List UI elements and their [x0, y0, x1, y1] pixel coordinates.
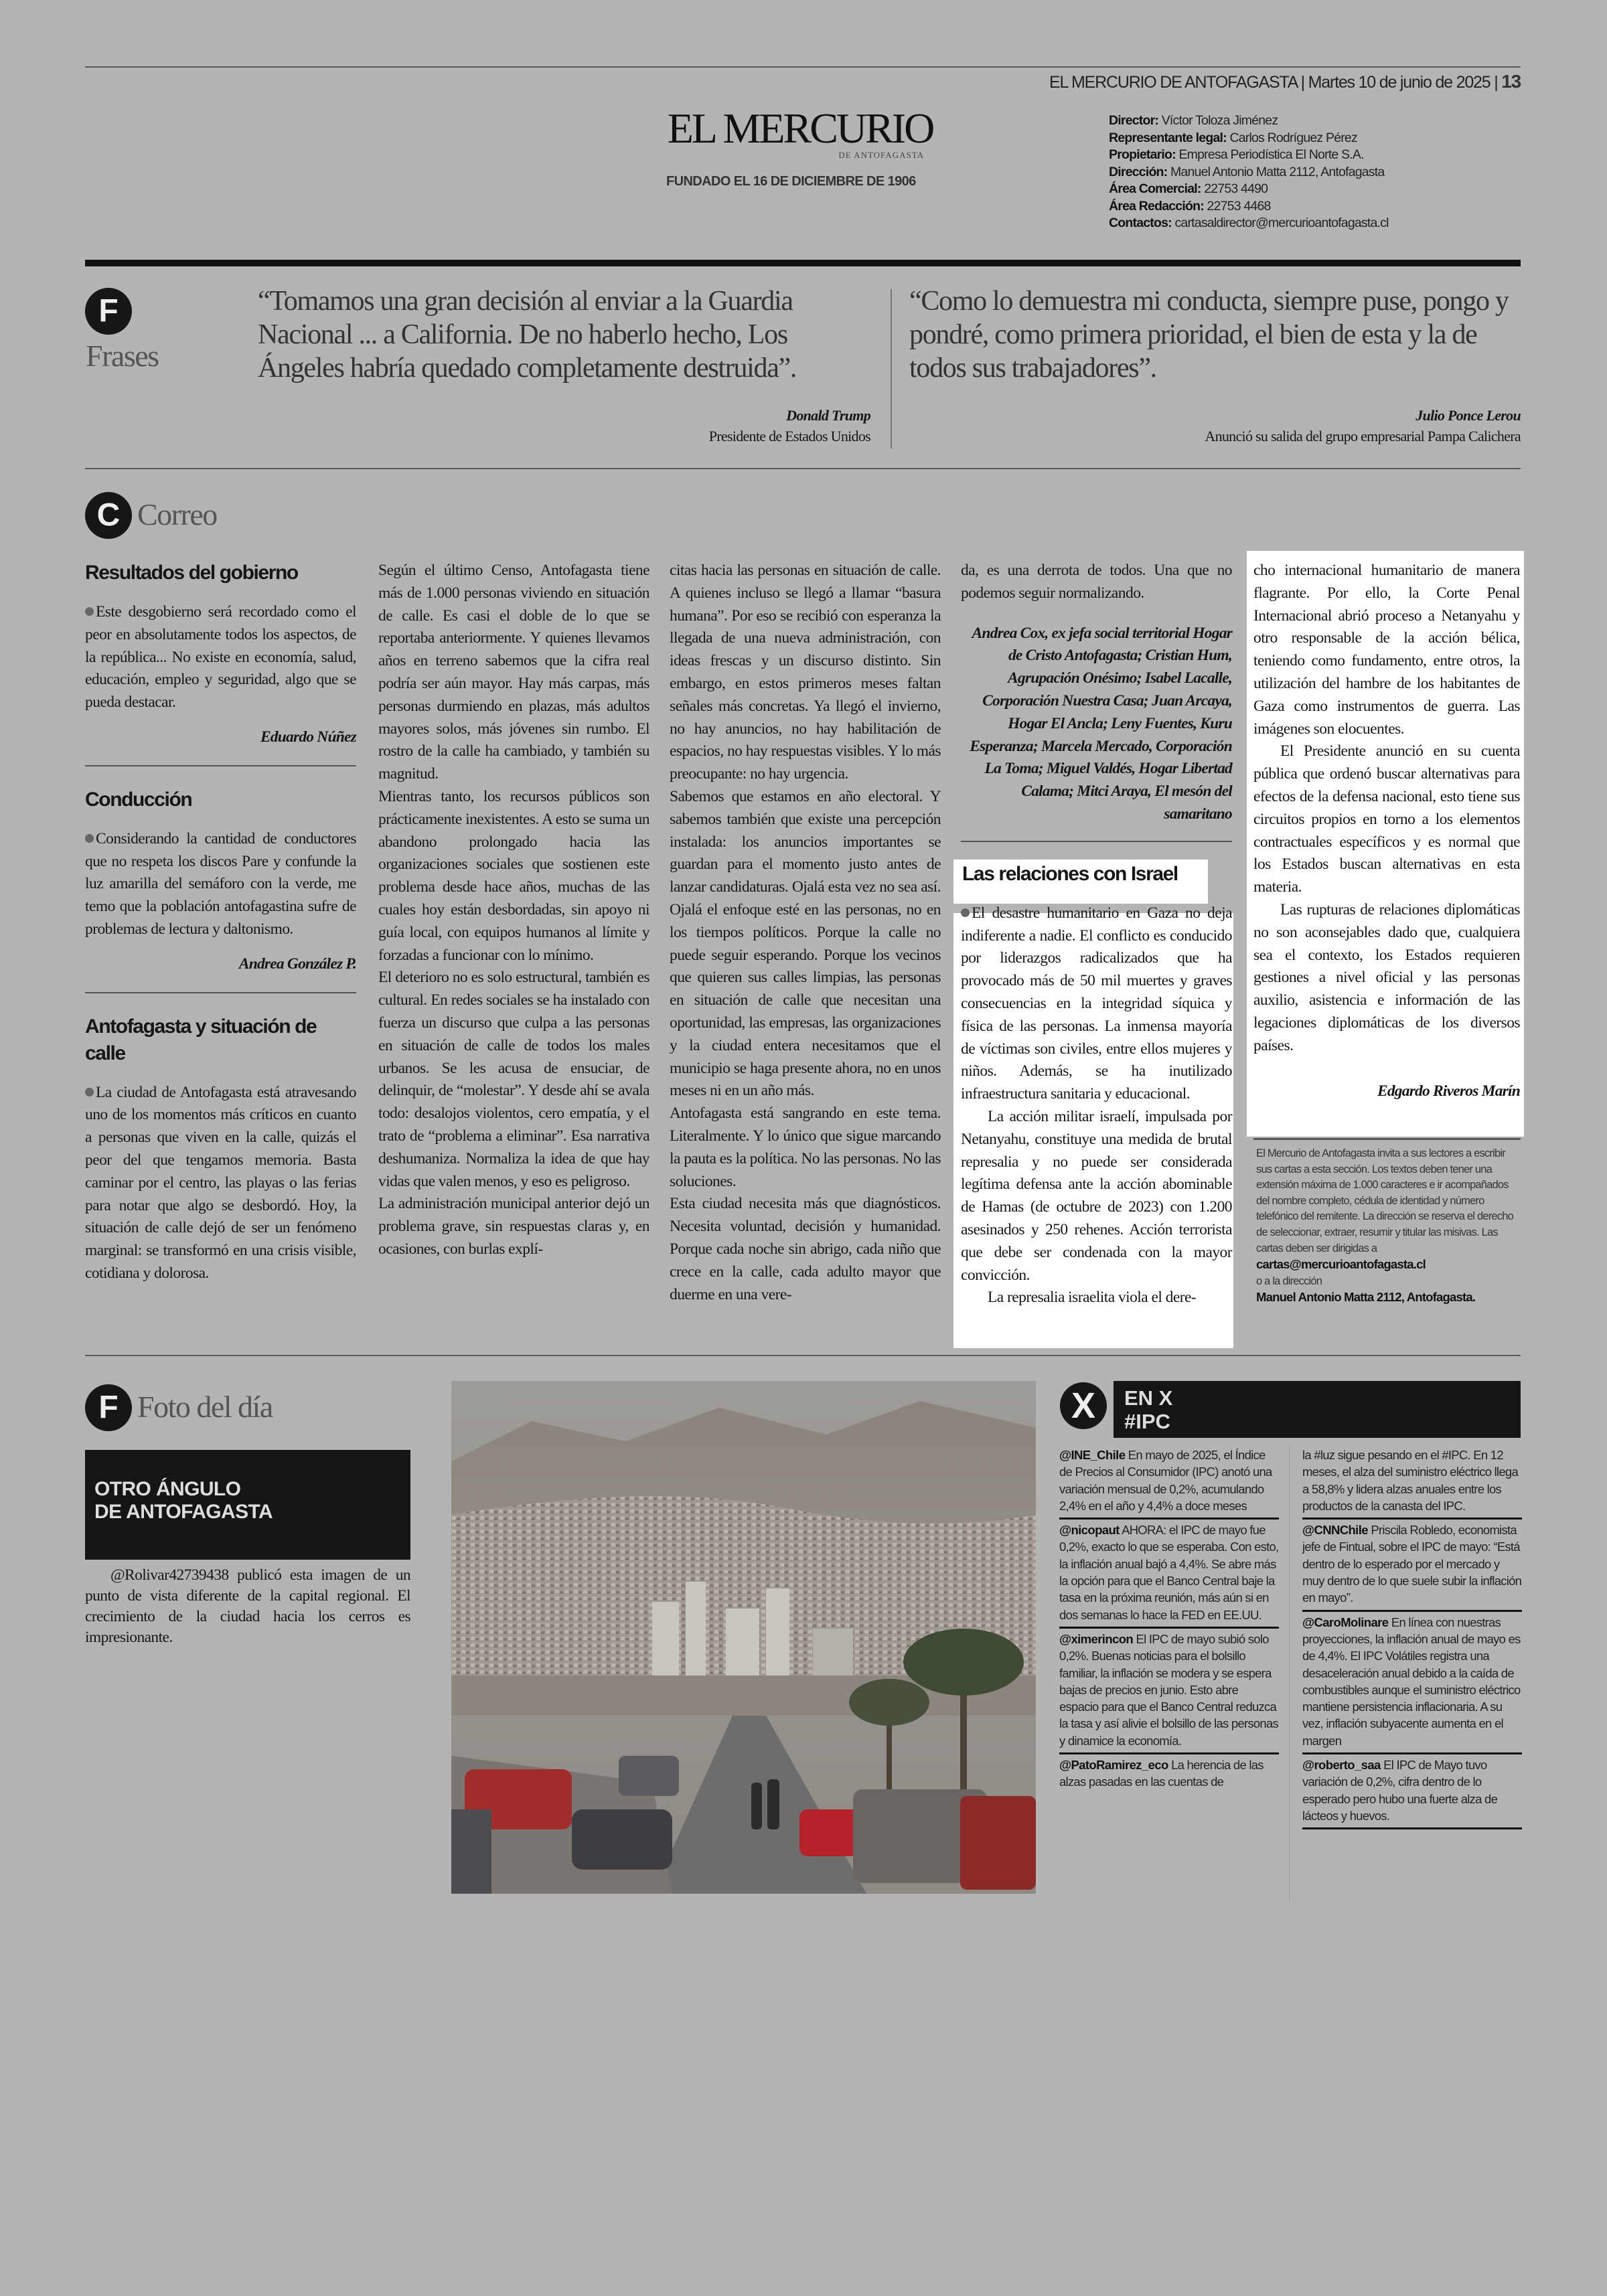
letter-paragraph: citas hacia las personas en situación de calle. A quienes incluso se llegó a llamar “basura humana”. Por eso se recibió con esperanza la llegada de una nueva administración, con ideas frescas y un discurso distinto. Sin embargo, en estos primeros meses faltan señales más concretas. Ya llegó el invierno, no hay anuncios, no hay habilitación de espacios, no hay respuestas visibles. Y lo más preocupante: no hay urgencia. — [670, 562, 941, 783]
frases-icon: F — [85, 288, 132, 335]
photo-headline-line1: OTRO ÁNGULO — [94, 1478, 241, 1500]
bullet-icon — [961, 908, 970, 917]
letters-column-1 — [85, 560, 356, 1285]
staff-value: Carlos Rodríguez Pérez — [1229, 130, 1357, 145]
letter-text: Este desgobierno será recordado como el peor en absolutamente todos los aspectos, de la república... No existe en economía, salud, educación, empleo y seguridad, algo que se pueda destacar. — [85, 603, 356, 712]
newspaper-logo — [643, 104, 958, 189]
letter-title: Resultados del gobierno — [85, 562, 298, 584]
letter-body — [85, 601, 356, 714]
tweet-handle[interactable]: @PatoRamirez_eco — [1059, 1758, 1168, 1773]
tweet-text: El IPC de mayo subió solo 0,2%. Buenas noticias para el bolsillo familiar, la inflación se modera y se espera bajas de precios en junio. Esto abre espacio para que el Banco Central reduzca la tasa y así alivie el bolsillo de las personas y dinamice la economía. — [1059, 1631, 1278, 1748]
enx-header — [1114, 1381, 1521, 1438]
letter-paragraph: La acción militar israelí, impulsada por Netanyahu, constituye una medida de brutal represalia y no puede ser considerada legítima defensa ante la acción abominable de Hamas (de octubre de 2023) con 1.200 asesinados y 250 rehenes. Acción terrorista que debe ser condenada con la mayor convicción. — [961, 1107, 1232, 1284]
staff-label: Propietario: — [1109, 147, 1176, 162]
correo-icon: C — [85, 492, 132, 539]
tweets-divider — [1289, 1446, 1290, 1901]
staff-label: Dirección: — [1109, 164, 1168, 179]
letter-paragraph: El deterioro no es solo estructural, también es cultural. En redes sociales se ha instalado con fuerza un discurso que culpa a las personas en situación de calle de todos los males urbanos. Se les acusa de ensuciar, de delinquir, de “molestar”. Y desde ahí se avala todo: desalojos violentos, cero empatía, y el trato de “problema a eliminar”. Esa narrativa deshumaniza. Normaliza la idea de que hay vidas que valen menos, y eso es peligroso. — [378, 969, 649, 1190]
tweet-text: En línea con nuestras proyecciones, la inflación anual de mayo es de 4,4%. El IPC Volátiles registra una desaceleración anual debido a la caída de combustibles aunque el suministro eléctrico mantiene persistencia inflacionaria. A su vez, inflación subyacente aumenta en el margen — [1302, 1615, 1521, 1748]
notice-email[interactable]: cartas@mercurioantofagasta.cl — [1256, 1257, 1426, 1272]
letters-column-4 — [961, 560, 1232, 1309]
tweet — [1302, 1445, 1522, 1520]
city-street-photo — [451, 1381, 1036, 1894]
letter-body — [85, 1082, 356, 1285]
letter-paragraph: Esta ciudad necesita más que diagnósticos. Necesita voluntad, decisión y humanidad. Porque cada noche sin abrigo, cada niño que crece en la calle, cada adulto mayor que duerme en una vere- — [670, 1195, 941, 1303]
tweet — [1302, 1754, 1522, 1829]
tweet-handle[interactable]: @CaroMolinare — [1302, 1615, 1389, 1629]
letters-column-5 — [1253, 560, 1520, 1102]
section-divider-thick — [85, 260, 1521, 266]
foto-title: Foto del día — [137, 1390, 273, 1424]
staff-line — [1109, 164, 1389, 181]
letter-body — [85, 828, 356, 941]
quote-trump: “Tomamos una gran decisión al enviar a la Guardia Nacional ... a California. De no haberlo hecho, Los Ángeles habría quedado completamente destruida”. — [258, 286, 797, 384]
letter-signature: Eduardo Núñez — [260, 728, 356, 746]
letter-divider — [85, 992, 356, 993]
tweet-text: la #luz sigue pesando en el #IPC. En 12 meses, el alza del suministro eléctrico llega a 58,8% y lidera alzas anuales entre los productos de la canasta del IPC. — [1302, 1448, 1519, 1513]
quote-ponce: “Como lo demuestra mi conducta, siempre puse, pongo y pondré, como primera prioridad, el bien de esta y la de todos sus trabajadores”. — [909, 286, 1509, 384]
notice-text: El Mercurio de Antofagasta invita a sus lectores a escribir sus cartas a esta sección. Los textos deben tener una extensión máxima de 1.000 caracteres e ir acompañados del nombre completo, cédula de identidad y número telefónico del remitente. La dirección se reserva el derecho de seleccionar, extraer, resumir y titular las misivas. Las cartas deben ser dirigidas a — [1256, 1147, 1513, 1254]
letters-column-3 — [670, 560, 941, 1306]
tweet — [1302, 1612, 1522, 1754]
letter-paragraph: La administración municipal anterior dejó un problema grave, sin respuestas claras y, en ocasiones, con burlas explí- — [378, 1195, 649, 1258]
x-logo-icon: X — [1060, 1382, 1107, 1429]
staff-value: 22753 4468 — [1207, 198, 1271, 214]
letter-title: Conducción — [85, 788, 192, 811]
tweet-text: En mayo de 2025, el Índice de Precios al Consumidor (IPC) anotó una variación mensual de 0,2%, acumulando 2,4% en el año y 4,4% a doce meses — [1059, 1448, 1272, 1513]
tweet-handle[interactable]: @CNNChile — [1302, 1523, 1368, 1538]
letter-divider — [85, 765, 356, 766]
enx-title: EN X — [1124, 1386, 1173, 1410]
correo-title: Correo — [137, 497, 217, 531]
staff-label: Área Comercial: — [1109, 181, 1201, 196]
letters-notice — [1256, 1146, 1521, 1307]
tweets-column-right — [1302, 1445, 1522, 1829]
staff-value: Manuel Antonio Matta 2112, Antofagasta — [1170, 164, 1385, 179]
notice-rule — [1253, 1138, 1521, 1140]
foto-icon: F — [85, 1384, 132, 1431]
masthead: EL MERCURIO DE ANTOFAGASTA | Martes 10 de junio de 2025 | 13 — [1049, 71, 1521, 92]
staff-value: 22753 4490 — [1204, 181, 1268, 196]
tweet — [1059, 1629, 1279, 1754]
letter-paragraph: Sabemos que estamos en año electoral. Y sabemos también que existe una percepción instalada: los anuncios importantes se guardan para el momento justo antes de lanzar candidaturas. Ojalá esta vez no sea así. Ojalá el enfoque esté en las personas, no en los tiempos políticos. Porque la calle no puede seguir esperando. Porque los vecinos que quieren sus calles limpias, las personas en situación de calle que necesitan una oportunidad, las empresas, las organizaciones y la ciudad entera necesitamos que el municipio se haga presente ahora, no en unos meses ni en un año más. — [670, 787, 941, 1100]
tweets-column-left — [1059, 1445, 1279, 1794]
letter-paragraph: Antofagasta está sangrando en este tema. Literalmente. Y lo único que sigue marcando la pauta es la política. No las personas. No las soluciones. — [670, 1104, 941, 1190]
tweet — [1302, 1520, 1522, 1611]
photo-headline-box — [85, 1450, 410, 1560]
notice-or: o a la dirección — [1256, 1275, 1322, 1287]
quote-divider — [891, 289, 892, 448]
tweet — [1059, 1445, 1279, 1520]
quote-role: Anunció su salida del grupo empresarial Pampa Calichera — [1205, 428, 1521, 444]
masthead-paper: EL MERCURIO DE ANTOFAGASTA — [1049, 73, 1297, 92]
top-rule — [85, 66, 1521, 68]
letter-title: Las relaciones con Israel — [962, 862, 1178, 885]
letter-text: Considerando la cantidad de conductores que no respeta los discos Pare y confunde la luz amarilla del semáforo con la verde, me temo que la población antofagastina sufre de problemas de lectura y daltonismo. — [85, 829, 356, 938]
contact-email[interactable]: cartasaldirector@mercurioantofagasta.cl — [1174, 216, 1389, 230]
staff-label: Representante legal: — [1109, 130, 1227, 145]
letter-paragraph: El Presidente anunció en su cuenta pública que ordenó buscar alternativas para efectos de la defensa nacional, esto tiene sus circuitos propios en torno a los elementos contractuales específicos y es normal que los Estados buscan alternativas en esta materia. — [1253, 742, 1520, 896]
bullet-icon — [85, 607, 94, 616]
letter-signature: Andrea Cox, ex jefa social territorial Hogar de Cristo Antofagasta; Cristian Hum, Agrupación Onésimo; Isabel Lacalle, Corporación Nuestra Casa; Juan Arcaya, Hogar El Ancla; Leny Fuentes, Kuru Esperanza; Marcela Mercado, Corporación La Toma; Miguel Valdés, Hogar Libertad Calama; Mitci Araya, El mesón del samaritano — [970, 624, 1232, 823]
staff-label: Área Redacción: — [1109, 198, 1204, 214]
letter-paragraph: cho internacional humanitario de manera flagrante. Por ello, la Corte Penal Internacional abrió proceso a Netanyahu y otro responsable de la acción bélica, teniendo como fundamento, entre otros, la utilización del hambre de los habitantes de Gaza como instrumentos de guerra. Las imágenes son elocuentes. — [1253, 562, 1520, 738]
correo-bottom-rule — [85, 1355, 1521, 1356]
tweet-text: Priscila Robledo, economista jefe de Fintual, sobre el IPC de mayo: “Está dentro de lo esperado por el mercado y muy dentro de lo que suele subir la inflación en mayo”. — [1302, 1523, 1522, 1605]
tweet-handle[interactable]: @INE_Chile — [1059, 1448, 1126, 1462]
quote-ponce-attribution — [1052, 405, 1521, 446]
staff-line — [1109, 130, 1389, 147]
founded-date: FUNDADO EL 16 DE DICIEMBRE DE 1906 — [666, 174, 916, 189]
bullet-icon — [85, 834, 94, 843]
letter-title: Antofagasta y situación de calle — [85, 1015, 317, 1064]
letter-body — [961, 902, 1232, 1106]
staff-value: Empresa Periodística El Norte S.A. — [1178, 147, 1364, 162]
letter-paragraph: Las rupturas de relaciones diplomáticas no son aconsejables dado que, cualquiera sea el contexto, los Estados requieren gestiones a nivel oficial y las personas auxilio, asistencia e información de las legaciones diplomáticas de los diversos países. — [1253, 900, 1520, 1054]
staff-line — [1109, 198, 1389, 216]
staff-label: Contactos: — [1109, 216, 1172, 230]
letter-paragraph: La represalia israelita viola el dere- — [988, 1289, 1197, 1307]
tweet-text: La herencia de las alzas pasadas en las cuentas de — [1059, 1758, 1264, 1789]
staff-line — [1109, 112, 1389, 130]
photo-caption: @Rolivar42739438 publicó esta imagen de un punto de vista diferente de la capital regional. El crecimiento de la ciudad hacia los cerros es impresionante. — [85, 1566, 410, 1646]
logo-sub: DE ANTOFAGASTA — [838, 150, 924, 160]
letter-divider — [961, 841, 1232, 842]
staff-value: Víctor Toloza Jiménez — [1161, 113, 1278, 128]
logo-name: EL MERCURIO — [667, 104, 933, 152]
letter-text: La ciudad de Antofagasta está atravesando uno de los momentos más críticos en cuanto a personas que viven en la calle, quizás el peor del que tengamos memoria. Basta caminar por el centro, las playas o las ferias para notar que algo se desbordó. Hoy, la situación de calle dejó de ser un fenómeno marginal: se transformó en una crisis visible, cotidiana y dolorosa. — [85, 1083, 356, 1282]
photo-of-the-day — [451, 1381, 1036, 1894]
photo-headline-line2: DE ANTOFAGASTA — [94, 1501, 273, 1523]
notice-address: Manuel Antonio Matta 2112, Antofagasta. — [1256, 1290, 1476, 1305]
tweet-text: El IPC de Mayo tuvo variación de 0,2%, cifra dentro de lo esperado pero hubo una fuerte alza de lácteos y huevos. — [1302, 1758, 1498, 1823]
tweet — [1059, 1754, 1279, 1794]
staff-line — [1109, 147, 1389, 164]
staff-label: Director: — [1109, 113, 1159, 128]
letter-paragraph: Mientras tanto, los recursos públicos son prácticamente inexistentes. A esto se suma un abandono prolongado hacia las organizaciones sociales que sostienen este problema desde hace años, muchas de las cuales hoy están desbordadas, sin apoyo ni guía local, con equipos humanos al límite y forzadas a funcionar con lo mínimo. — [378, 787, 649, 964]
staff-line — [1109, 181, 1389, 198]
letter-signature: Edgardo Riveros Marín — [1377, 1082, 1520, 1100]
quote-author: Julio Ponce Lerou — [1415, 407, 1521, 424]
frases-bottom-rule — [85, 468, 1521, 469]
page-number: 13 — [1501, 71, 1521, 92]
quote-trump-attribution — [536, 405, 870, 446]
masthead-date: Martes 10 de junio de 2025 — [1308, 73, 1490, 92]
tweet — [1059, 1520, 1279, 1629]
bullet-icon — [85, 1088, 94, 1096]
letter-text: El desastre humanitario en Gaza no deja indiferente a nadie. El conflicto es conducido por liderazgos radicalizados que ha provocado más de 50 mil muertes y graves consecuencias en la integridad síquica y física de las personas. La inmensa mayoría de víctimas son civiles, entre ellos mujeres y niños. Además, se ha inutilizado infraestructura sanitaria y educacional. — [961, 904, 1232, 1103]
tweet-handle[interactable]: @roberto_saa — [1302, 1758, 1381, 1773]
tweet-text: AHORA: el IPC de mayo fue 0,2%, exacto lo que se esperaba. Con esto, la inflación anual bajó a 4,4%. Se abre más la opción para que el Banco Central baje la tasa en la próxima reunión, más aún si en dos semanas lo hace la FED en EE.UU. — [1059, 1523, 1279, 1622]
tweet-handle[interactable]: @nicopaut — [1059, 1523, 1120, 1538]
quote-role: Presidente de Estados Unidos — [708, 428, 870, 444]
letter-paragraph: da, es una derrota de todos. Una que no podemos seguir normalizando. — [961, 562, 1232, 602]
frases-title: Frases — [86, 339, 159, 373]
enx-hashtag: #IPC — [1124, 1410, 1170, 1433]
staff-box — [1109, 112, 1389, 232]
staff-line — [1109, 215, 1389, 232]
quote-author: Donald Trump — [786, 407, 870, 424]
letter-signature: Andrea González P. — [238, 955, 356, 973]
tweet-handle[interactable]: @ximerincon — [1059, 1631, 1134, 1646]
letter-paragraph: Según el último Censo, Antofagasta tiene más de 1.000 personas viviendo en situación de calle. Es casi el doble de lo que se reportaba anteriormente. Y quienes llevamos años en terreno sabemos que la cifra real podría ser aún mayor. Hay más carpas, más personas durmiendo en plazas, más adultos mayores solos, más jóvenes sin rumbo. El rostro de la calle ha cambiado, y también su magnitud. — [378, 562, 649, 783]
letters-column-2 — [378, 560, 649, 1261]
